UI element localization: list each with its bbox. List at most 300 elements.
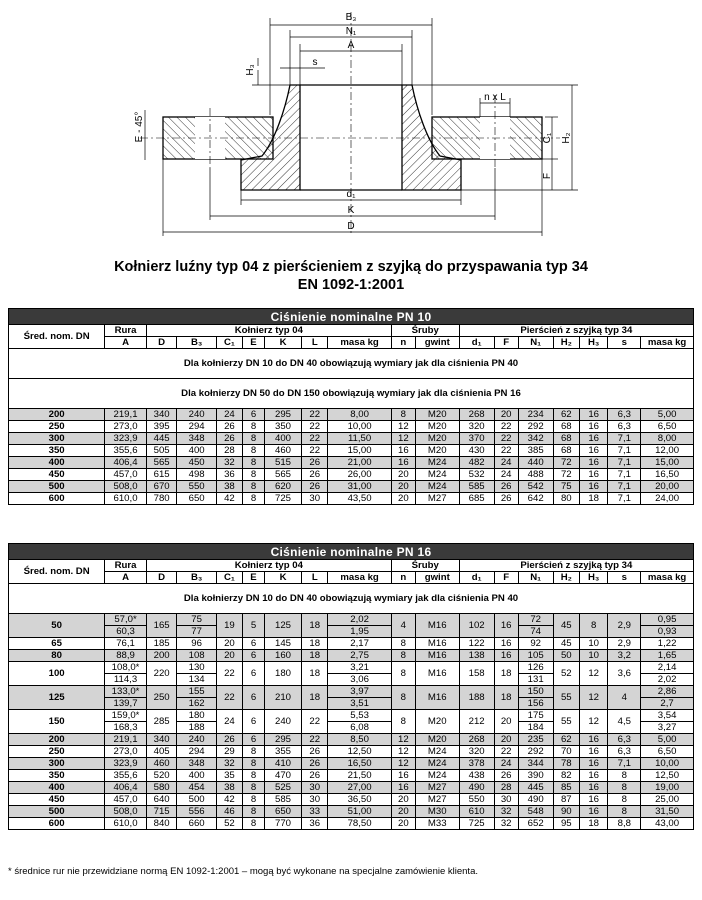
cell-value: 3,51 xyxy=(328,697,390,709)
column-header: H₃ xyxy=(579,572,607,584)
table-cell: 8 xyxy=(391,409,415,421)
table-cell: 18 xyxy=(494,662,518,686)
table-cell: 556 xyxy=(177,806,216,818)
table-cell: M24 xyxy=(415,481,459,493)
column-header: gwint xyxy=(415,337,459,349)
table-cell: 585 xyxy=(264,794,301,806)
table-row xyxy=(9,770,694,782)
table-cell: 445 xyxy=(518,782,553,794)
table-cell: M24 xyxy=(415,758,459,770)
table-cell: 68 xyxy=(553,421,579,433)
table-cell: 108 xyxy=(177,650,216,662)
table-cell: 30 xyxy=(302,782,328,794)
label-b3: B₃ xyxy=(345,12,357,23)
table-cell: 21,50 xyxy=(328,770,391,782)
table-row xyxy=(9,734,694,746)
table-cell: 18 xyxy=(579,493,607,505)
table-cell: 8 xyxy=(608,806,641,818)
table-cell: 28 xyxy=(216,445,242,457)
table-cell: 250 xyxy=(146,686,177,710)
table-cell: 460 xyxy=(146,758,177,770)
table-cell: 8 xyxy=(243,782,265,794)
table-cell: 8 xyxy=(579,614,607,638)
header-pierscien: Pierścień z szyjką typ 34 xyxy=(459,325,693,337)
cell-value: 156 xyxy=(519,697,553,709)
table-cell: 45 xyxy=(553,638,579,650)
table-cell: 42 xyxy=(216,794,242,806)
cell-value: 162 xyxy=(177,697,215,709)
table-cell: 2,9 xyxy=(608,638,641,650)
table-cell: 440 xyxy=(518,457,553,469)
table-row xyxy=(9,445,694,457)
table-cell: 18 xyxy=(302,650,328,662)
cell-value: 155 xyxy=(188,686,205,697)
table-cell: M20 xyxy=(415,445,459,457)
table-cell: 76,1 xyxy=(105,638,147,650)
table-cell: 390 xyxy=(518,770,553,782)
table-cell: M20 xyxy=(415,409,459,421)
table-cell: 5,00 xyxy=(641,409,694,421)
table-cell: 660 xyxy=(177,818,216,830)
cell-value: 126 xyxy=(527,662,544,673)
cell-value: 134 xyxy=(177,673,215,685)
table-note: Dla kołnierzy DN 10 do DN 40 obowiązują wymiary jak dla ciśnienia PN 40 xyxy=(9,584,694,614)
table-cell: 12,50 xyxy=(641,770,694,782)
label-n1: N₁ xyxy=(345,26,357,37)
table-cell: 370 xyxy=(459,433,494,445)
table-cell: 268 xyxy=(459,409,494,421)
table-cell: 16 xyxy=(579,758,607,770)
table-cell: 122 xyxy=(459,638,494,650)
table-cell: 445 xyxy=(146,433,177,445)
pn10-table xyxy=(8,308,694,505)
label-s: s xyxy=(312,57,318,68)
table-cell: 10 xyxy=(579,650,607,662)
table-cell: 72 xyxy=(553,469,579,481)
dn-cell: 250 xyxy=(9,746,105,758)
title-line-2: EN 1092-1:2001 xyxy=(297,277,405,293)
table-cell: 28 xyxy=(494,782,518,794)
table-cell: M27 xyxy=(415,794,459,806)
table-cell: 490 xyxy=(518,794,553,806)
table-cell: 7,1 xyxy=(608,433,641,445)
column-header: K xyxy=(264,337,301,349)
cell-value: 57,0* xyxy=(114,614,137,625)
table-cell: 8 xyxy=(391,686,415,710)
table-cell: 780 xyxy=(146,493,177,505)
table-cell: 20 xyxy=(391,493,415,505)
cell-value: 3,06 xyxy=(328,673,390,685)
table-cell: 5,00 xyxy=(641,734,694,746)
header-rura: Rura xyxy=(105,560,147,572)
column-header: E xyxy=(243,337,265,349)
dn-cell: 500 xyxy=(9,481,105,493)
table-cell: 12 xyxy=(391,734,415,746)
table-row xyxy=(9,686,694,710)
table-cell xyxy=(177,710,216,734)
column-header: L xyxy=(302,572,328,584)
table-cell: 470 xyxy=(264,770,301,782)
table-cell: 457,0 xyxy=(105,794,147,806)
table-cell: 406,4 xyxy=(105,457,147,469)
cell-value: 130 xyxy=(188,662,205,673)
column-header: B₃ xyxy=(177,337,216,349)
table-cell: 505 xyxy=(146,445,177,457)
table-cell: 75 xyxy=(553,481,579,493)
table-cell: 219,1 xyxy=(105,409,147,421)
table-cell: M24 xyxy=(415,457,459,469)
table-cell: M16 xyxy=(415,638,459,650)
table-cell: 8 xyxy=(243,481,265,493)
table-cell: 20 xyxy=(391,818,415,830)
table-cell: 30 xyxy=(494,794,518,806)
table-cell: 355,6 xyxy=(105,445,147,457)
table-cell: 22 xyxy=(302,433,328,445)
table-cell: 12,00 xyxy=(641,445,694,457)
dn-cell: 350 xyxy=(9,445,105,457)
table-cell: 8,8 xyxy=(608,818,641,830)
table-cell: 145 xyxy=(264,638,301,650)
table-cell: 8,00 xyxy=(328,409,391,421)
table-cell: 350 xyxy=(264,421,301,433)
table-cell: 438 xyxy=(459,770,494,782)
table-row xyxy=(9,614,694,638)
table-cell: 320 xyxy=(459,746,494,758)
table-cell: 31,50 xyxy=(641,806,694,818)
table-cell: 36,50 xyxy=(328,794,391,806)
table-cell: 24 xyxy=(494,758,518,770)
table-cell: 8 xyxy=(243,433,265,445)
table-cell: 26 xyxy=(216,734,242,746)
label-d: D xyxy=(347,221,355,232)
table-cell: 650 xyxy=(177,493,216,505)
dn-cell: 500 xyxy=(9,806,105,818)
table-cell: 38 xyxy=(216,481,242,493)
column-header: C₁ xyxy=(216,337,242,349)
table-cell: 22 xyxy=(494,421,518,433)
table-cell: 610,0 xyxy=(105,493,147,505)
table-cell: 68 xyxy=(553,445,579,457)
table-cell: 16 xyxy=(579,770,607,782)
table-cell: 7,1 xyxy=(608,481,641,493)
table-cell xyxy=(641,686,694,710)
table-cell: 6,50 xyxy=(641,421,694,433)
table-cell: 22 xyxy=(302,734,328,746)
column-header: s xyxy=(608,337,641,349)
table-cell: 16 xyxy=(579,457,607,469)
cell-value: 188 xyxy=(177,721,215,733)
table-cell: 482 xyxy=(459,457,494,469)
table-cell: 342 xyxy=(518,433,553,445)
table-cell: 20,00 xyxy=(641,481,694,493)
table-cell xyxy=(177,686,216,710)
cell-value: 0,93 xyxy=(641,625,693,637)
table-cell: 273,0 xyxy=(105,421,147,433)
table-cell: 525 xyxy=(264,782,301,794)
table-row xyxy=(9,650,694,662)
table-cell: 50 xyxy=(553,650,579,662)
cell-value: 2,86 xyxy=(657,686,677,697)
table-cell: 51,00 xyxy=(328,806,391,818)
table-cell: 68 xyxy=(553,433,579,445)
table-cell: 340 xyxy=(146,409,177,421)
table-cell: 8 xyxy=(608,770,641,782)
table-cell: 43,00 xyxy=(641,818,694,830)
table-cell xyxy=(177,662,216,686)
table-cell: 18 xyxy=(579,818,607,830)
table-cell: 16 xyxy=(391,457,415,469)
table-cell: 15,00 xyxy=(328,445,391,457)
table-cell: 52 xyxy=(216,818,242,830)
cell-value: 131 xyxy=(519,673,553,685)
table-cell: 16 xyxy=(494,614,518,638)
cell-value: 114,3 xyxy=(105,673,146,685)
table-cell: 6 xyxy=(243,662,265,686)
dn-cell: 200 xyxy=(9,734,105,746)
table-cell: M24 xyxy=(415,746,459,758)
table-cell: 210 xyxy=(264,686,301,710)
dn-cell: 80 xyxy=(9,650,105,662)
table-cell: 22 xyxy=(302,421,328,433)
table-cell: 548 xyxy=(518,806,553,818)
table-cell xyxy=(328,662,391,686)
cell-value: 184 xyxy=(519,721,553,733)
table-cell: 355,6 xyxy=(105,770,147,782)
table-cell: 26 xyxy=(302,457,328,469)
cell-value: 175 xyxy=(527,710,544,721)
table-cell: 85 xyxy=(553,782,579,794)
table-cell: 273,0 xyxy=(105,746,147,758)
table-cell: 8 xyxy=(391,710,415,734)
table-row xyxy=(9,409,694,421)
table-cell: 3,2 xyxy=(608,650,641,662)
table-cell: 8 xyxy=(243,421,265,433)
table-cell: 400 xyxy=(177,770,216,782)
table-cell: 405 xyxy=(146,746,177,758)
table-row xyxy=(9,421,694,433)
cell-value: 139,7 xyxy=(105,697,146,709)
table-row xyxy=(9,746,694,758)
table-cell: 38 xyxy=(216,782,242,794)
table-cell xyxy=(105,686,147,710)
footnote: * średnice rur nie przewidziane normą EN 1092-1:2001 – mogą być wykonane na specjalne zamówienie klienta. xyxy=(8,866,478,877)
cell-value: 3,27 xyxy=(641,721,693,733)
cell-value: 159,0* xyxy=(111,710,140,721)
table-cell: 80 xyxy=(553,493,579,505)
table-cell: 18 xyxy=(302,662,328,686)
cell-value: 2,14 xyxy=(657,662,677,673)
table-cell: M20 xyxy=(415,734,459,746)
table-row xyxy=(9,758,694,770)
table-cell: 498 xyxy=(177,469,216,481)
table-cell: 7,1 xyxy=(608,457,641,469)
table-cell: 292 xyxy=(518,421,553,433)
table-cell: 26 xyxy=(216,421,242,433)
table-cell: 27,00 xyxy=(328,782,391,794)
pn10-table-title: Ciśnienie nominalne PN 10 xyxy=(9,309,694,325)
table-cell: 11,50 xyxy=(328,433,391,445)
table-cell: 20 xyxy=(494,734,518,746)
column-header: n xyxy=(391,337,415,349)
table-cell: 24 xyxy=(216,409,242,421)
table-cell: 8 xyxy=(391,638,415,650)
dn-cell: 400 xyxy=(9,457,105,469)
table-cell: 45 xyxy=(553,614,579,638)
cell-value: 108,0* xyxy=(111,662,140,673)
dn-cell: 600 xyxy=(9,493,105,505)
header-kolnierz: Kołnierz typ 04 xyxy=(146,560,391,572)
cell-value: 2,02 xyxy=(350,614,369,625)
table-cell: 650 xyxy=(264,806,301,818)
column-header: A xyxy=(105,572,147,584)
table-cell: 4 xyxy=(608,686,641,710)
column-header: F xyxy=(494,337,518,349)
table-cell: 410 xyxy=(264,758,301,770)
table-cell: 770 xyxy=(264,818,301,830)
table-cell: 6 xyxy=(243,638,265,650)
table-cell: 16 xyxy=(579,481,607,493)
table-cell: 16 xyxy=(494,638,518,650)
table-cell: 4 xyxy=(391,614,415,638)
table-cell: 12 xyxy=(391,758,415,770)
table-cell: 19,00 xyxy=(641,782,694,794)
table-cell: 43,50 xyxy=(328,493,391,505)
label-k: K xyxy=(347,205,355,216)
table-cell: 6,3 xyxy=(608,734,641,746)
table-cell: 219,1 xyxy=(105,734,147,746)
header-dn: Śred. nom. DN xyxy=(9,560,105,584)
table-cell: 8 xyxy=(391,650,415,662)
table-cell: 90 xyxy=(553,806,579,818)
table-cell: 542 xyxy=(518,481,553,493)
table-row xyxy=(9,493,694,505)
table-cell: 7,1 xyxy=(608,493,641,505)
column-header: masa kg xyxy=(328,337,391,349)
table-cell xyxy=(641,614,694,638)
table-cell: 6 xyxy=(243,710,265,734)
column-header: N₁ xyxy=(518,572,553,584)
table-cell: 82 xyxy=(553,770,579,782)
table-cell: 26 xyxy=(302,758,328,770)
table-cell: 7,1 xyxy=(608,758,641,770)
column-header: d₁ xyxy=(459,572,494,584)
table-cell: 20 xyxy=(391,481,415,493)
table-cell: M24 xyxy=(415,770,459,782)
table-cell: 355 xyxy=(264,746,301,758)
table-cell: 8 xyxy=(243,770,265,782)
table-cell: 1,65 xyxy=(641,650,694,662)
dn-cell: 150 xyxy=(9,710,105,734)
table-cell: 2,75 xyxy=(328,650,391,662)
label-nxl: n x L xyxy=(484,92,506,103)
table-cell: 610,0 xyxy=(105,818,147,830)
table-cell: 20 xyxy=(391,794,415,806)
table-cell: 78 xyxy=(553,758,579,770)
column-header: masa kg xyxy=(328,572,391,584)
table-row xyxy=(9,818,694,830)
table-cell: 22 xyxy=(494,746,518,758)
header-sruby: Śruby xyxy=(391,325,459,337)
cell-value: 72 xyxy=(530,614,542,625)
table-cell: 6,3 xyxy=(608,746,641,758)
table-cell: 20 xyxy=(494,409,518,421)
table-note: Dla kołnierzy DN 10 do DN 40 obowiązują wymiary jak dla ciśnienia PN 40 xyxy=(9,349,694,379)
cell-value: 3,54 xyxy=(657,710,677,721)
label-h3: H₃ xyxy=(245,64,256,76)
table-row xyxy=(9,782,694,794)
table-cell: 240 xyxy=(177,409,216,421)
table-cell: 6,50 xyxy=(641,746,694,758)
table-cell: 457,0 xyxy=(105,469,147,481)
table-cell: 620 xyxy=(264,481,301,493)
table-cell: 16 xyxy=(579,433,607,445)
table-cell: 19 xyxy=(216,614,242,638)
cell-value: 2,02 xyxy=(641,673,693,685)
table-cell: 16 xyxy=(579,445,607,457)
table-cell: 20 xyxy=(216,650,242,662)
table-cell: 395 xyxy=(146,421,177,433)
table-row xyxy=(9,481,694,493)
pn16-table-title: Ciśnienie nominalne PN 16 xyxy=(9,544,694,560)
table-cell: 550 xyxy=(459,794,494,806)
table-cell: 29 xyxy=(216,746,242,758)
table-cell: 26 xyxy=(494,481,518,493)
table-cell: 585 xyxy=(459,481,494,493)
table-cell: 16,50 xyxy=(328,758,391,770)
table-cell: 323,9 xyxy=(105,433,147,445)
table-cell xyxy=(328,686,391,710)
table-cell: M27 xyxy=(415,782,459,794)
table-cell: 16 xyxy=(579,469,607,481)
column-header: H₂ xyxy=(553,572,579,584)
column-header: H₂ xyxy=(553,337,579,349)
flange-drawing xyxy=(0,0,702,250)
column-header: N₁ xyxy=(518,337,553,349)
cell-value: 180 xyxy=(188,710,205,721)
table-cell: 642 xyxy=(518,493,553,505)
table-cell: 31,00 xyxy=(328,481,391,493)
column-header: E xyxy=(243,572,265,584)
column-header: d₁ xyxy=(459,337,494,349)
table-cell: 340 xyxy=(146,734,177,746)
table-cell: 88,9 xyxy=(105,650,147,662)
table-cell: 640 xyxy=(146,794,177,806)
table-cell xyxy=(105,662,147,686)
table-cell: 185 xyxy=(146,638,177,650)
table-cell: M30 xyxy=(415,806,459,818)
table-row xyxy=(9,638,694,650)
dn-cell: 100 xyxy=(9,662,105,686)
table-cell: 652 xyxy=(518,818,553,830)
table-cell: 454 xyxy=(177,782,216,794)
table-cell: 580 xyxy=(146,782,177,794)
table-cell: 12 xyxy=(391,746,415,758)
table-cell: 2,9 xyxy=(608,614,641,638)
table-cell xyxy=(641,710,694,734)
table-cell: 3,6 xyxy=(608,662,641,686)
table-cell: 488 xyxy=(518,469,553,481)
dn-cell: 350 xyxy=(9,770,105,782)
table-cell: 188 xyxy=(459,686,494,710)
table-cell: 12 xyxy=(391,421,415,433)
table-cell: 18 xyxy=(302,638,328,650)
table-cell: 165 xyxy=(146,614,177,638)
table-cell xyxy=(105,614,147,638)
table-cell: 24 xyxy=(216,710,242,734)
table-cell: 500 xyxy=(177,794,216,806)
cell-value: 60,3 xyxy=(105,625,146,637)
table-cell: 385 xyxy=(518,445,553,457)
